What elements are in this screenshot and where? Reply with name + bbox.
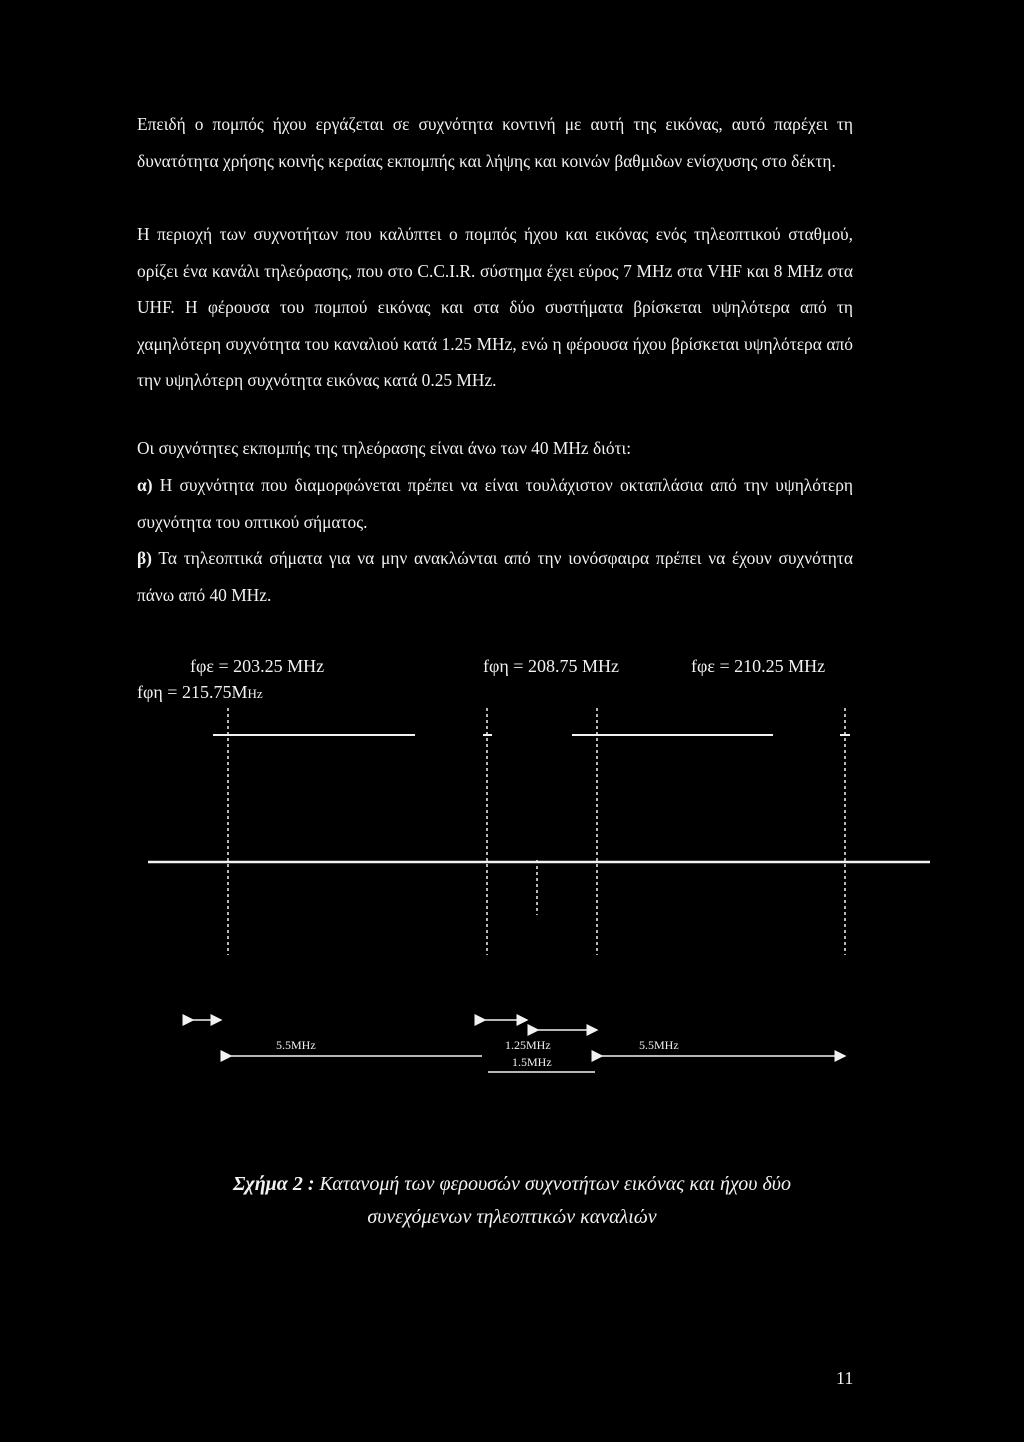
dim-label-5-5mhz-left: 5.5MHz bbox=[276, 1038, 316, 1052]
list-marker-a: α) bbox=[137, 475, 153, 495]
figure-caption bbox=[137, 1168, 887, 1234]
paragraph-text: Τα τηλεοπτικά σήματα για να μην ανακλώνται από την ιονόσφαιρα πρέπει να έχουν συχνότητα πάνω από 40 MHz. bbox=[137, 548, 853, 605]
freq-label-sound-2: fφη = 215.75MHz bbox=[137, 682, 263, 702]
paragraph-text: Η συχνότητα που διαμορφώνεται πρέπει να είναι τουλάχιστον οκταπλάσια από την υψηλότερη συχνότητα του οπτικού σήματος. bbox=[137, 475, 853, 532]
dim-label-1-5mhz: 1.5MHz bbox=[512, 1055, 552, 1069]
dim-label-1-25mhz: 1.25MHz bbox=[505, 1038, 551, 1052]
paragraph-text: Η περιοχή των συχνοτήτων που καλύπτει ο πομπός ήχου και εικόνας ενός τηλεοπτικού σταθμού, ορίζει ένα κανάλι τηλεόρασης, που στο C.C.I.R. σύστημα έχει εύρος 7 MHz στα VHF και 8 MHz στα UHF. Η φέρουσα του πομπού εικόνας και στα δύο συστήματα βρίσκεται υψηλότερα από τη χαμηλότερη συχνότητα του καναλιού κατά 1.25 MHz, ενώ η φέρουσα ήχου βρίσκεται υψηλότερα από την υψηλότερη συχνότητα εικόνας κατά 0.25 MHz. bbox=[137, 224, 853, 390]
paragraph-text: Επειδή ο πομπός ήχου εργάζεται σε συχνότητα κοντινή με αυτή της εικόνας, αυτό παρέχει τη δυνατότητα χρήσης κοινής κεραίας εκπομπής και λήψης και κοινών βαθμιδων ενίσχυσης στο δέκτη. bbox=[137, 114, 853, 171]
freq-label-sound-1: fφη = 208.75 MHz bbox=[483, 656, 619, 676]
page-number: 11 bbox=[836, 1368, 854, 1388]
list-marker-b: β) bbox=[137, 548, 152, 568]
paragraph-text: Οι συχνότητες εκπομπής της τηλεόρασης είναι άνω των 40 MHz διότι: bbox=[137, 438, 632, 458]
freq-label-vision-2: fφε = 210.25 MHz bbox=[691, 656, 826, 676]
caption-line-1: Κατανομή των φερουσών συχνοτήτων εικόνας και ήχου δύο bbox=[314, 1173, 791, 1195]
freq-label-vision-1: fφε = 203.25 MHz bbox=[190, 656, 325, 676]
caption-line-2: συνεχόμενων τηλεοπτικών καναλιών bbox=[367, 1206, 657, 1228]
caption-label: Σχήμα 2 : bbox=[233, 1173, 315, 1195]
dim-label-5-5mhz-right: 5.5MHz bbox=[639, 1038, 679, 1052]
